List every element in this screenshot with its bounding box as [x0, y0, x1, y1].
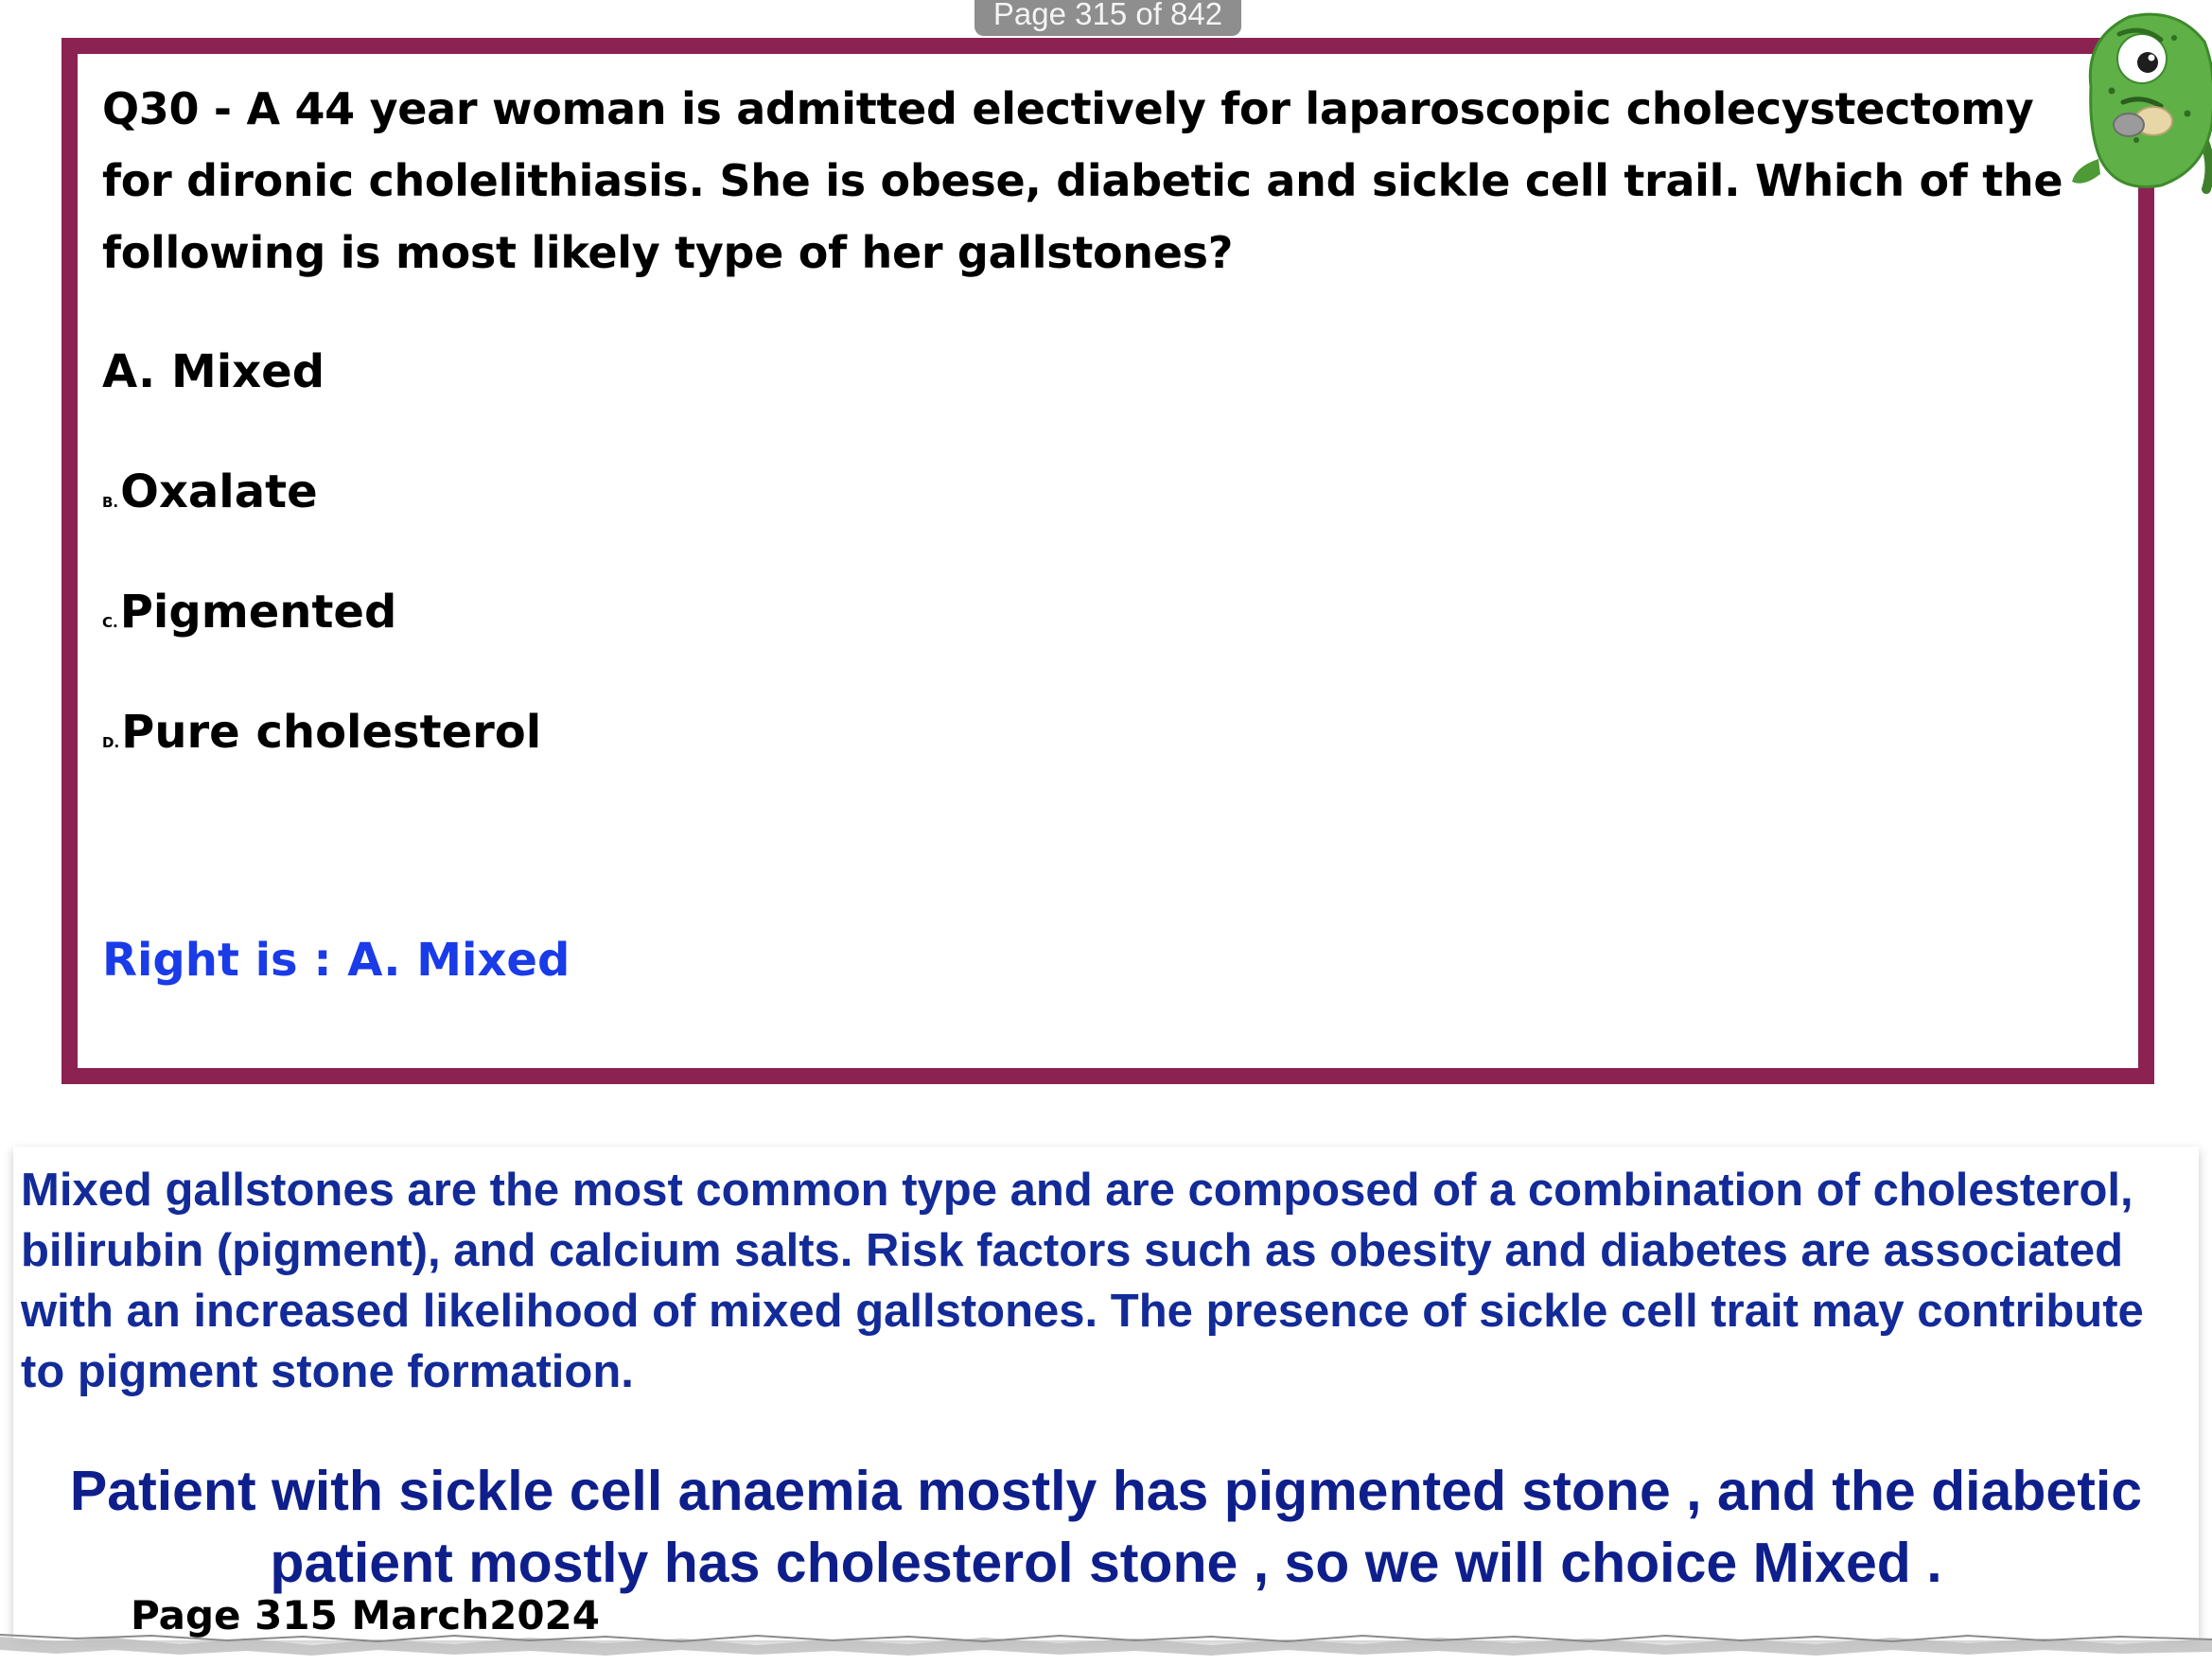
option-c-letter: C. — [102, 614, 118, 631]
green-monster-mascot-icon — [2063, 0, 2212, 237]
option-d — [102, 706, 541, 759]
page-footer: Page 315 March2024 — [131, 1592, 601, 1639]
option-a-text: Mixed — [171, 345, 325, 398]
question-card — [61, 38, 2154, 1084]
answer-text: Right is : A. Mixed — [102, 934, 571, 987]
explanation-panel — [13, 1147, 2199, 1640]
question-text: Q30 - A 44 year woman is admitted electively for laparoscopic cholecystectomy for dironic cholelithiasis. She is obese, diabetic and sickle cell trail. Which of the following is most likely type of her gallstones? — [102, 83, 2063, 278]
mascot-arm-icon — [2072, 159, 2100, 184]
explanation-summary: Patient with sickle cell anaemia mostly has pigmented stone , and the diabetic patient mostly has cholesterol stone , so we will choice Mixed . — [69, 1460, 2143, 1594]
option-d-text: Pure cholesterol — [121, 706, 542, 759]
page-indicator: Page 315 of 842 — [974, 0, 1241, 36]
option-a-letter: A. — [102, 345, 156, 398]
option-c-text: Pigmented — [119, 586, 397, 639]
option-c — [102, 586, 396, 639]
explanation-paragraph: Mixed gallstones are the most common type and are composed of a combination of cholesterol, bilirubin (pigment), and calcium salts. Risk factors such as obesity and diabetes are associated with an increased likelihood of mixed gallstones. The presence of sickle cell trait may contribute to pigment stone formation. — [21, 1165, 2144, 1397]
option-b-text: Oxalate — [120, 465, 318, 518]
option-a — [102, 345, 325, 398]
option-b-letter: B. — [102, 494, 119, 511]
option-b — [102, 465, 318, 518]
torn-paper-edge — [0, 1633, 2212, 1665]
option-d-letter: D. — [102, 734, 120, 751]
mascot-rock-icon — [2114, 114, 2144, 136]
